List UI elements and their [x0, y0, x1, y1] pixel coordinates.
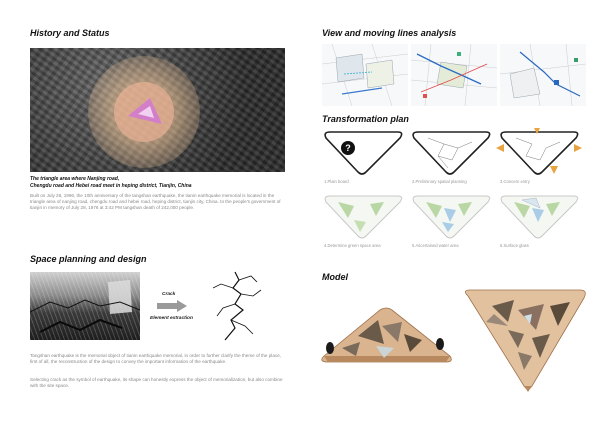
space-para-1: Tangshan earthquake is the memorial object of tianin earthquake memorial, in order to further clarify the theme of the place, first of all, the reconstruction of the design to convey the important information of the earthquake.	[30, 353, 282, 364]
crack-label: Crack	[162, 292, 176, 297]
model-right	[465, 290, 585, 392]
view-title: View and moving lines analysis	[322, 28, 457, 38]
transform-step-4	[320, 192, 406, 252]
transform-label-4: 4.Determine green space area	[324, 243, 381, 248]
model-photo	[318, 286, 588, 396]
crack-line-drawing	[205, 270, 265, 342]
transform-label-3: 3.Concern entry	[500, 179, 530, 184]
transform-step-6	[496, 192, 582, 252]
arrow-icon	[157, 300, 187, 312]
model-title: Model	[322, 272, 348, 282]
transformation-title: Transformation plan	[322, 114, 409, 124]
transform-label-2: 2.Preliminary spatial planning	[412, 179, 467, 184]
sketch-ruins	[30, 272, 140, 340]
site-triangle	[126, 94, 164, 130]
transform-step-3	[496, 128, 582, 188]
transform-step-2	[408, 128, 494, 188]
model-left	[322, 308, 452, 362]
view-drawing-1	[322, 44, 408, 106]
transform-label-5: 5.Ascertained water area	[412, 243, 459, 248]
history-title: History and Status	[30, 28, 110, 38]
transform-step-5	[408, 192, 494, 252]
view-drawing-2	[411, 44, 497, 106]
earthquake-sketch	[30, 272, 140, 340]
history-caption: The triangle area where Nanjing road, Chengdu road and Hebei road meet in heping district, Tianjin, China	[30, 176, 192, 189]
view-drawing-3	[500, 44, 586, 106]
element-extraction-label: Element extraction	[150, 316, 193, 321]
transform-label-1: 1.Plain board	[324, 179, 349, 184]
svg-text:?: ?	[345, 143, 351, 153]
transform-label-6: 6.Surface glass	[500, 243, 529, 248]
transform-step-1	[320, 128, 406, 188]
space-title: Space planning and design	[30, 254, 147, 264]
space-para-2: Selecting crack as the symbol of earthquake, its shape can honestly express the object of memorialization, but also combine with the site space.	[30, 377, 283, 388]
history-body: Built on July 28, 1996, the 10th anniversary of the tangshan earthquake, the tianin earthquake memorial is located in the triangle area of nanjing road, chengdu road and hebei road, heping district, tianjin city, China. to the people's government of tianjin in memory of July 28, 1976 at 3:42 PM tangshan death of 242,000 people.	[30, 193, 281, 210]
aerial-photo	[30, 48, 285, 172]
